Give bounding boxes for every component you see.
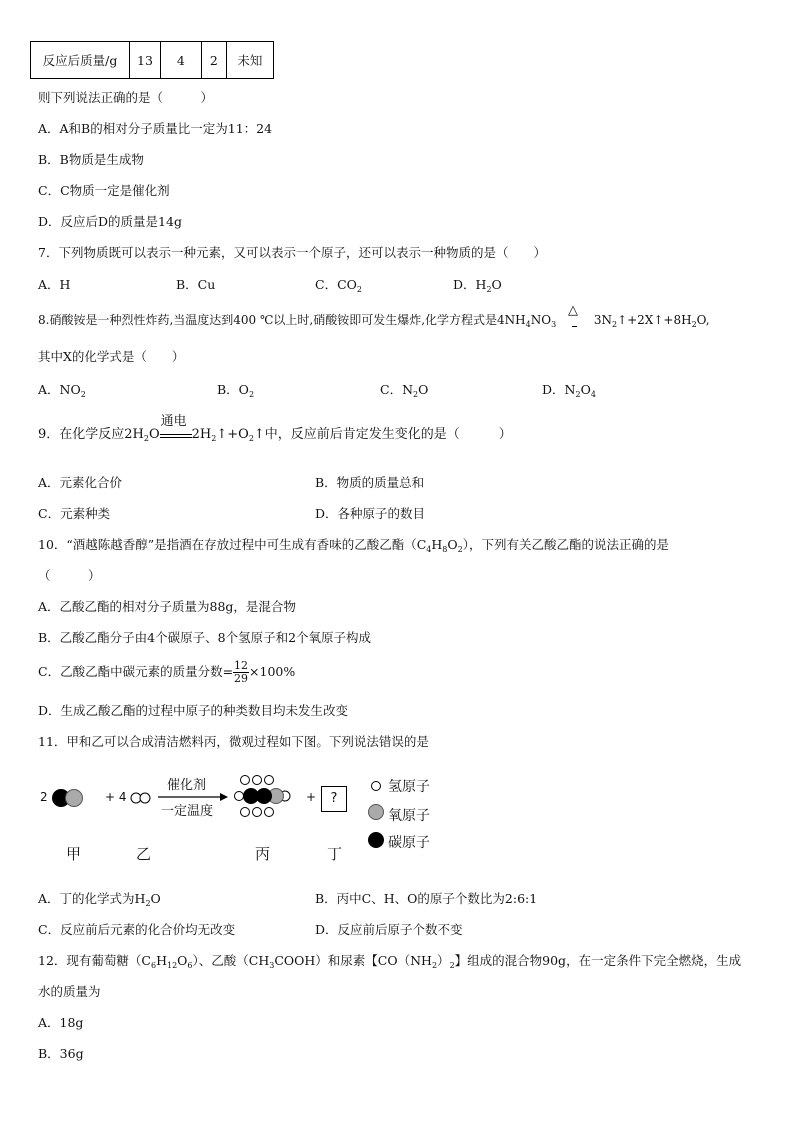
q7-option-c: C．$CO_2$	[315, 277, 362, 294]
q6-option-c: C．C物质一定是催化剂	[38, 183, 170, 198]
q9-stem: 9．在化学反应$2H_2O$ 通电 $2H_2↑+O_2↑$中，反应前后肯定发生变化的是（ ）	[38, 413, 512, 443]
label-ding: 丁	[327, 845, 343, 863]
q7-option-a: A．H	[38, 277, 71, 292]
label-yi: 乙	[136, 845, 152, 863]
legend-carbon: 碳原子	[388, 835, 430, 851]
legend-oxygen-symbol	[366, 802, 386, 822]
equation-double-line	[160, 434, 192, 438]
table-cell: 2	[201, 42, 226, 79]
q6-stem: 则下列说法正确的是（ ）	[38, 90, 214, 105]
q8-stem: 8.硝酸铵是一种烈性炸药,当温度达到400 ℃以上时,硝酸铵即可发生爆炸,化学方程式是$4NH_4NO_3$ △ $3N_2↑+2X↑+8H_2O$,	[38, 302, 710, 329]
q10-option-c: C．乙酸乙酯中碳元素的质量分数= $\frac{12}{29}$ ×100%	[38, 659, 296, 685]
q10-stem-2: （ ）	[38, 568, 101, 583]
q8-option-a: A．$NO_2$	[38, 382, 86, 399]
table-row-label: 反应后质量/g	[31, 42, 130, 79]
catalyst-label: 催化剂	[167, 778, 207, 793]
equation-bar	[572, 326, 577, 327]
q8-option-d: D．$N_2O_4$	[542, 382, 596, 399]
legend-hydrogen-symbol	[369, 779, 383, 793]
molecule-yi	[128, 788, 158, 808]
q10-stem: 10．“酒越陈越香醇”是指酒在存放过程中可生成有香味的乙酸乙酯$(C_4H_8O_2)$，下列有关乙酸乙酯的说法正确的是	[38, 537, 669, 554]
legend-carbon-symbol	[366, 830, 386, 850]
coefficient-jia: 2	[40, 790, 48, 804]
q7-option-b: B．Cu	[176, 277, 216, 292]
q8-stem-2: 其中X的化学式是（ ）	[38, 349, 185, 364]
plus-sign: +	[306, 790, 317, 804]
condition-label: 通电	[160, 413, 187, 429]
q6-option-a: A．A和B的相对分子质量比一定为11：24	[38, 121, 273, 136]
q12-option-b: B．36g	[38, 1046, 84, 1061]
coefficient-yi: + 4	[105, 790, 127, 804]
q11-option-a: A．丁的化学式为$H_2O$	[38, 891, 161, 908]
q11-option-d: D．反应前后原子个数不变	[315, 922, 463, 937]
q7-option-d: D．$H_2O$	[453, 277, 502, 294]
molecule-bing	[233, 774, 293, 820]
legend-hydrogen: 氢原子	[388, 779, 430, 795]
label-jia: 甲	[66, 845, 82, 863]
mass-table	[30, 41, 274, 79]
q12-option-a: A．18g	[38, 1015, 84, 1030]
q11-stem: 11．甲和乙可以合成清洁燃料丙，微观过程如下图。下列说法错误的是	[38, 734, 429, 749]
molecule-jia	[49, 786, 89, 810]
table-cell: 4	[160, 42, 201, 79]
table-row	[31, 42, 274, 79]
temperature-label: 一定温度	[161, 804, 214, 819]
table-cell: 未知	[226, 42, 273, 79]
q6-option-d: D．反应后D的质量是14g	[38, 214, 182, 229]
heat-symbol: △	[568, 302, 578, 318]
fraction: $\frac{12}{29}$	[234, 659, 249, 685]
q9-option-a: A．元素化合价	[38, 475, 123, 490]
q7-stem: 7．下列物质既可以表示一种元素，又可以表示一个原子，还可以表示一种物质的是（ ）	[38, 245, 546, 260]
q8-option-b: B．$O_2$	[217, 382, 255, 399]
heat-arrow	[564, 302, 586, 330]
reaction-diagram	[30, 770, 450, 870]
q11-option-c: C．反应前后元素的化合价均无改变	[38, 922, 236, 937]
q10-option-b: B．乙酸乙酯分子由4个碳原子、8个氢原子和2个氧原子构成	[38, 630, 372, 645]
question-mark: ?	[330, 791, 338, 806]
q8-option-c: C．$N_2O$	[380, 382, 429, 399]
q12-stem: 12．现有葡萄糖$(C_6H_{12}O_6)$、乙酸$(CH_3COOH)$和尿素【$CO(NH_2)_2$】组成的混合物90g，在一定条件下完全燃烧，生成	[38, 953, 742, 970]
q12-stem-2: 水的质量为	[38, 984, 101, 999]
electrolysis-condition	[160, 413, 192, 443]
q9-option-d: D．各种原子的数目	[315, 506, 426, 521]
q9-option-b: B．物质的质量总和	[315, 475, 425, 490]
q10-option-a: A．乙酸乙酯的相对分子质量为88g，是混合物	[38, 599, 296, 614]
q6-option-b: B．B物质是生成物	[38, 152, 144, 167]
q10-option-d: D．生成乙酸乙酯的过程中原子的种类数目均未发生改变	[38, 703, 349, 718]
label-bing: 丙	[255, 845, 271, 863]
table-cell: 13	[130, 42, 161, 79]
unknown-box	[321, 786, 347, 812]
q11-option-b: B．丙中C、H、O的原子个数比为2:6:1	[315, 891, 538, 906]
legend-oxygen: 氧原子	[388, 808, 430, 824]
q9-option-c: C．元素种类	[38, 506, 111, 521]
